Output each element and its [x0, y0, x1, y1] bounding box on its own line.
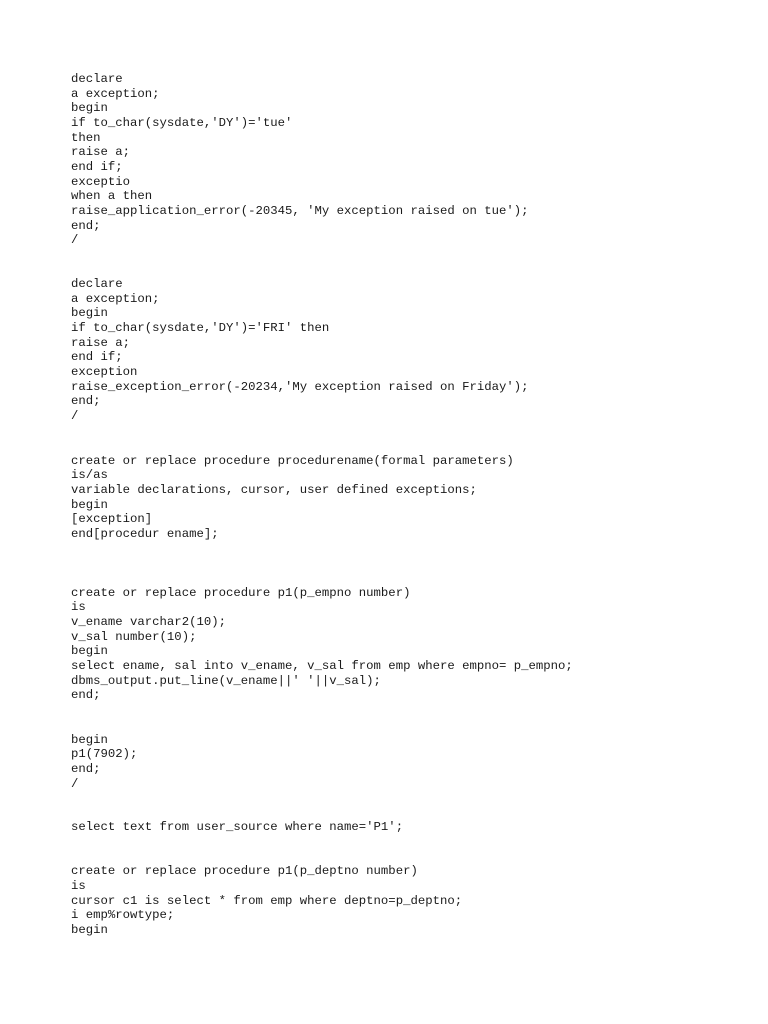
- code-line: is: [71, 879, 86, 893]
- code-line: end;: [71, 394, 101, 408]
- code-line: [exception]: [71, 512, 153, 526]
- code-line: begin: [71, 733, 108, 747]
- code-line: end;: [71, 762, 101, 776]
- code-line: when a then: [71, 189, 153, 203]
- code-line: raise a;: [71, 145, 131, 159]
- code-line: cursor c1 is select * from emp where deptno=p_deptno;: [71, 894, 463, 908]
- code-line: end;: [71, 219, 101, 233]
- code-line: declare: [71, 277, 123, 291]
- code-line: begin: [71, 644, 108, 658]
- code-line: v_ename varchar2(10);: [71, 615, 226, 629]
- code-line: select ename, sal into v_ename, v_sal from emp where empno= p_empno;: [71, 659, 573, 673]
- code-line: exceptio: [71, 175, 131, 189]
- code-line: create or replace procedure p1(p_deptno number): [71, 864, 418, 878]
- code-line: p1(7902);: [71, 747, 138, 761]
- code-line: is/as: [71, 468, 108, 482]
- code-line: /: [71, 233, 79, 247]
- code-line: create or replace procedure p1(p_empno number): [71, 586, 411, 600]
- code-line: select text from user_source where name='P1';: [71, 820, 404, 834]
- code-line: raise_exception_error(-20234,'My exception raised on Friday');: [71, 380, 529, 394]
- code-line: v_sal number(10);: [71, 630, 197, 644]
- code-line: i emp%rowtype;: [71, 908, 175, 922]
- code-line: create or replace procedure procedurename(formal parameters): [71, 454, 514, 468]
- code-line: end if;: [71, 350, 123, 364]
- code-line: end if;: [71, 160, 123, 174]
- code-line: if to_char(sysdate,'DY')='tue': [71, 116, 293, 130]
- code-line: /: [71, 777, 79, 791]
- code-line: begin: [71, 101, 108, 115]
- code-line: dbms_output.put_line(v_ename||' '||v_sal);: [71, 674, 381, 688]
- code-line: a exception;: [71, 87, 160, 101]
- code-line: raise_application_error(-20345, 'My exception raised on tue');: [71, 204, 529, 218]
- code-line: begin: [71, 923, 108, 937]
- code-line: begin: [71, 306, 108, 320]
- code-line: raise a;: [71, 336, 131, 350]
- code-line: variable declarations, cursor, user defined exceptions;: [71, 483, 477, 497]
- code-line: begin: [71, 498, 108, 512]
- code-line: is: [71, 600, 86, 614]
- code-line: declare: [71, 72, 123, 86]
- code-line: /: [71, 409, 79, 423]
- code-line: exception: [71, 365, 138, 379]
- code-line: a exception;: [71, 292, 160, 306]
- code-line: then: [71, 131, 101, 145]
- code-line: end;: [71, 688, 101, 702]
- code-line: end[procedur ename];: [71, 527, 219, 541]
- code-line: if to_char(sysdate,'DY')='FRI' then: [71, 321, 330, 335]
